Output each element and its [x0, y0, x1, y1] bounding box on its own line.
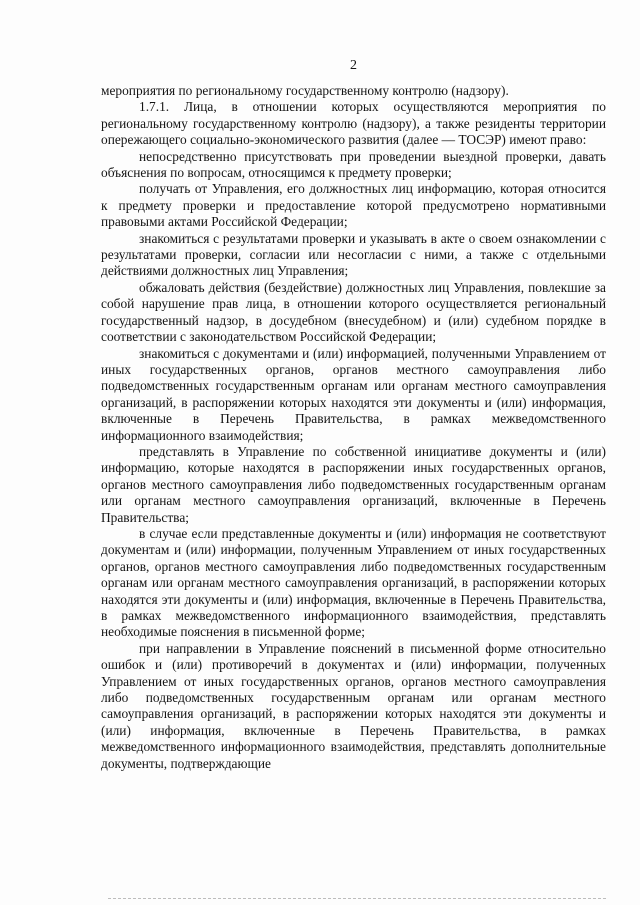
paragraph-right-additional-documents: при направлении в Управление пояснений в письменной форме относительно ошибок и (или) противоречий в документах и (или) информации, полученных Управлением от иных государственных органов, органов местного самоуправления либо подведомственных государственным органам или органам местного самоуправления организаций, в распоряжении которых находятся эти документы и (или) информация, включенные в Перечень Правительства, в рамках межведомственного информационного взаимодействия, представлять дополнительные документы, подтверждающие: [101, 640, 606, 771]
paragraph-right-submit-documents: представлять в Управление по собственной инициативе документы и (или) информацию, которые находятся в распоряжении иных государственных органов, органов местного самоуправления либо подведомственных государственным органам или органам местного самоуправления организаций, включенные в Перечень Правительства;: [101, 443, 606, 525]
paragraph-right-review-documents: знакомиться с документами и (или) информацией, полученными Управлением от иных государственных органов, органов местного самоуправления либо подведомственных государственным органам или органам местного самоуправления организаций, в распоряжении которых находятся эти документы и (или) информация, включенные в Перечень Правительства, в рамках межведомственного информационного взаимодействия;: [101, 345, 606, 443]
paragraph-right-review-results: знакомиться с результатами проверки и указывать в акте о своем ознакомлении с результатами проверки, согласии или несогласии с ними, а также с отдельными действиями должностных лиц Управления;: [101, 230, 606, 279]
scan-edge-line: [108, 898, 606, 899]
paragraph-right-presence: непосредственно присутствовать при проведении выездной проверки, давать объяснения по вопросам, относящимся к предмету проверки;: [101, 148, 606, 181]
paragraph-right-explanations: в случае если представленные документы и (или) информация не соответствуют документам и (или) информации, полученным Управлением от иных государственных органов, органов местного самоуправления либо подведомственных государственным органам или органам местного самоуправления организаций, в распоряжении которых находятся эти документы и (или) информация, включенные в Перечень Правительства, в рамках межведомственного информационного взаимодействия, представлять необходимые пояснения в письменной форме;: [101, 525, 606, 640]
page-number: 2: [350, 58, 357, 73]
paragraph-right-receive-info: получать от Управления, его должностных лиц информацию, которая относится к предмету проверки и предоставление которой предусмотрено нормативными правовыми актами Российской Федерации;: [101, 181, 606, 230]
paragraph-1-7-1: 1.7.1. Лица, в отношении которых осуществляются мероприятия по региональному государственному контролю (надзору), а также резиденты территории опережающего социально-экономического развития (далее — ТОСЭР) имеют право:: [101, 99, 606, 148]
paragraph-continuation: мероприятия по региональному государственному контролю (надзору).: [101, 83, 509, 98]
paragraph-right-appeal: обжаловать действия (бездействие) должностных лиц Управления, повлекшие за собой нарушение прав лица, в отношении которого осуществляется региональный государственный надзор, в досудебном (внесудебном) и (или) судебном порядке в соответствии с законодательством Российской Федерации;: [101, 279, 606, 345]
